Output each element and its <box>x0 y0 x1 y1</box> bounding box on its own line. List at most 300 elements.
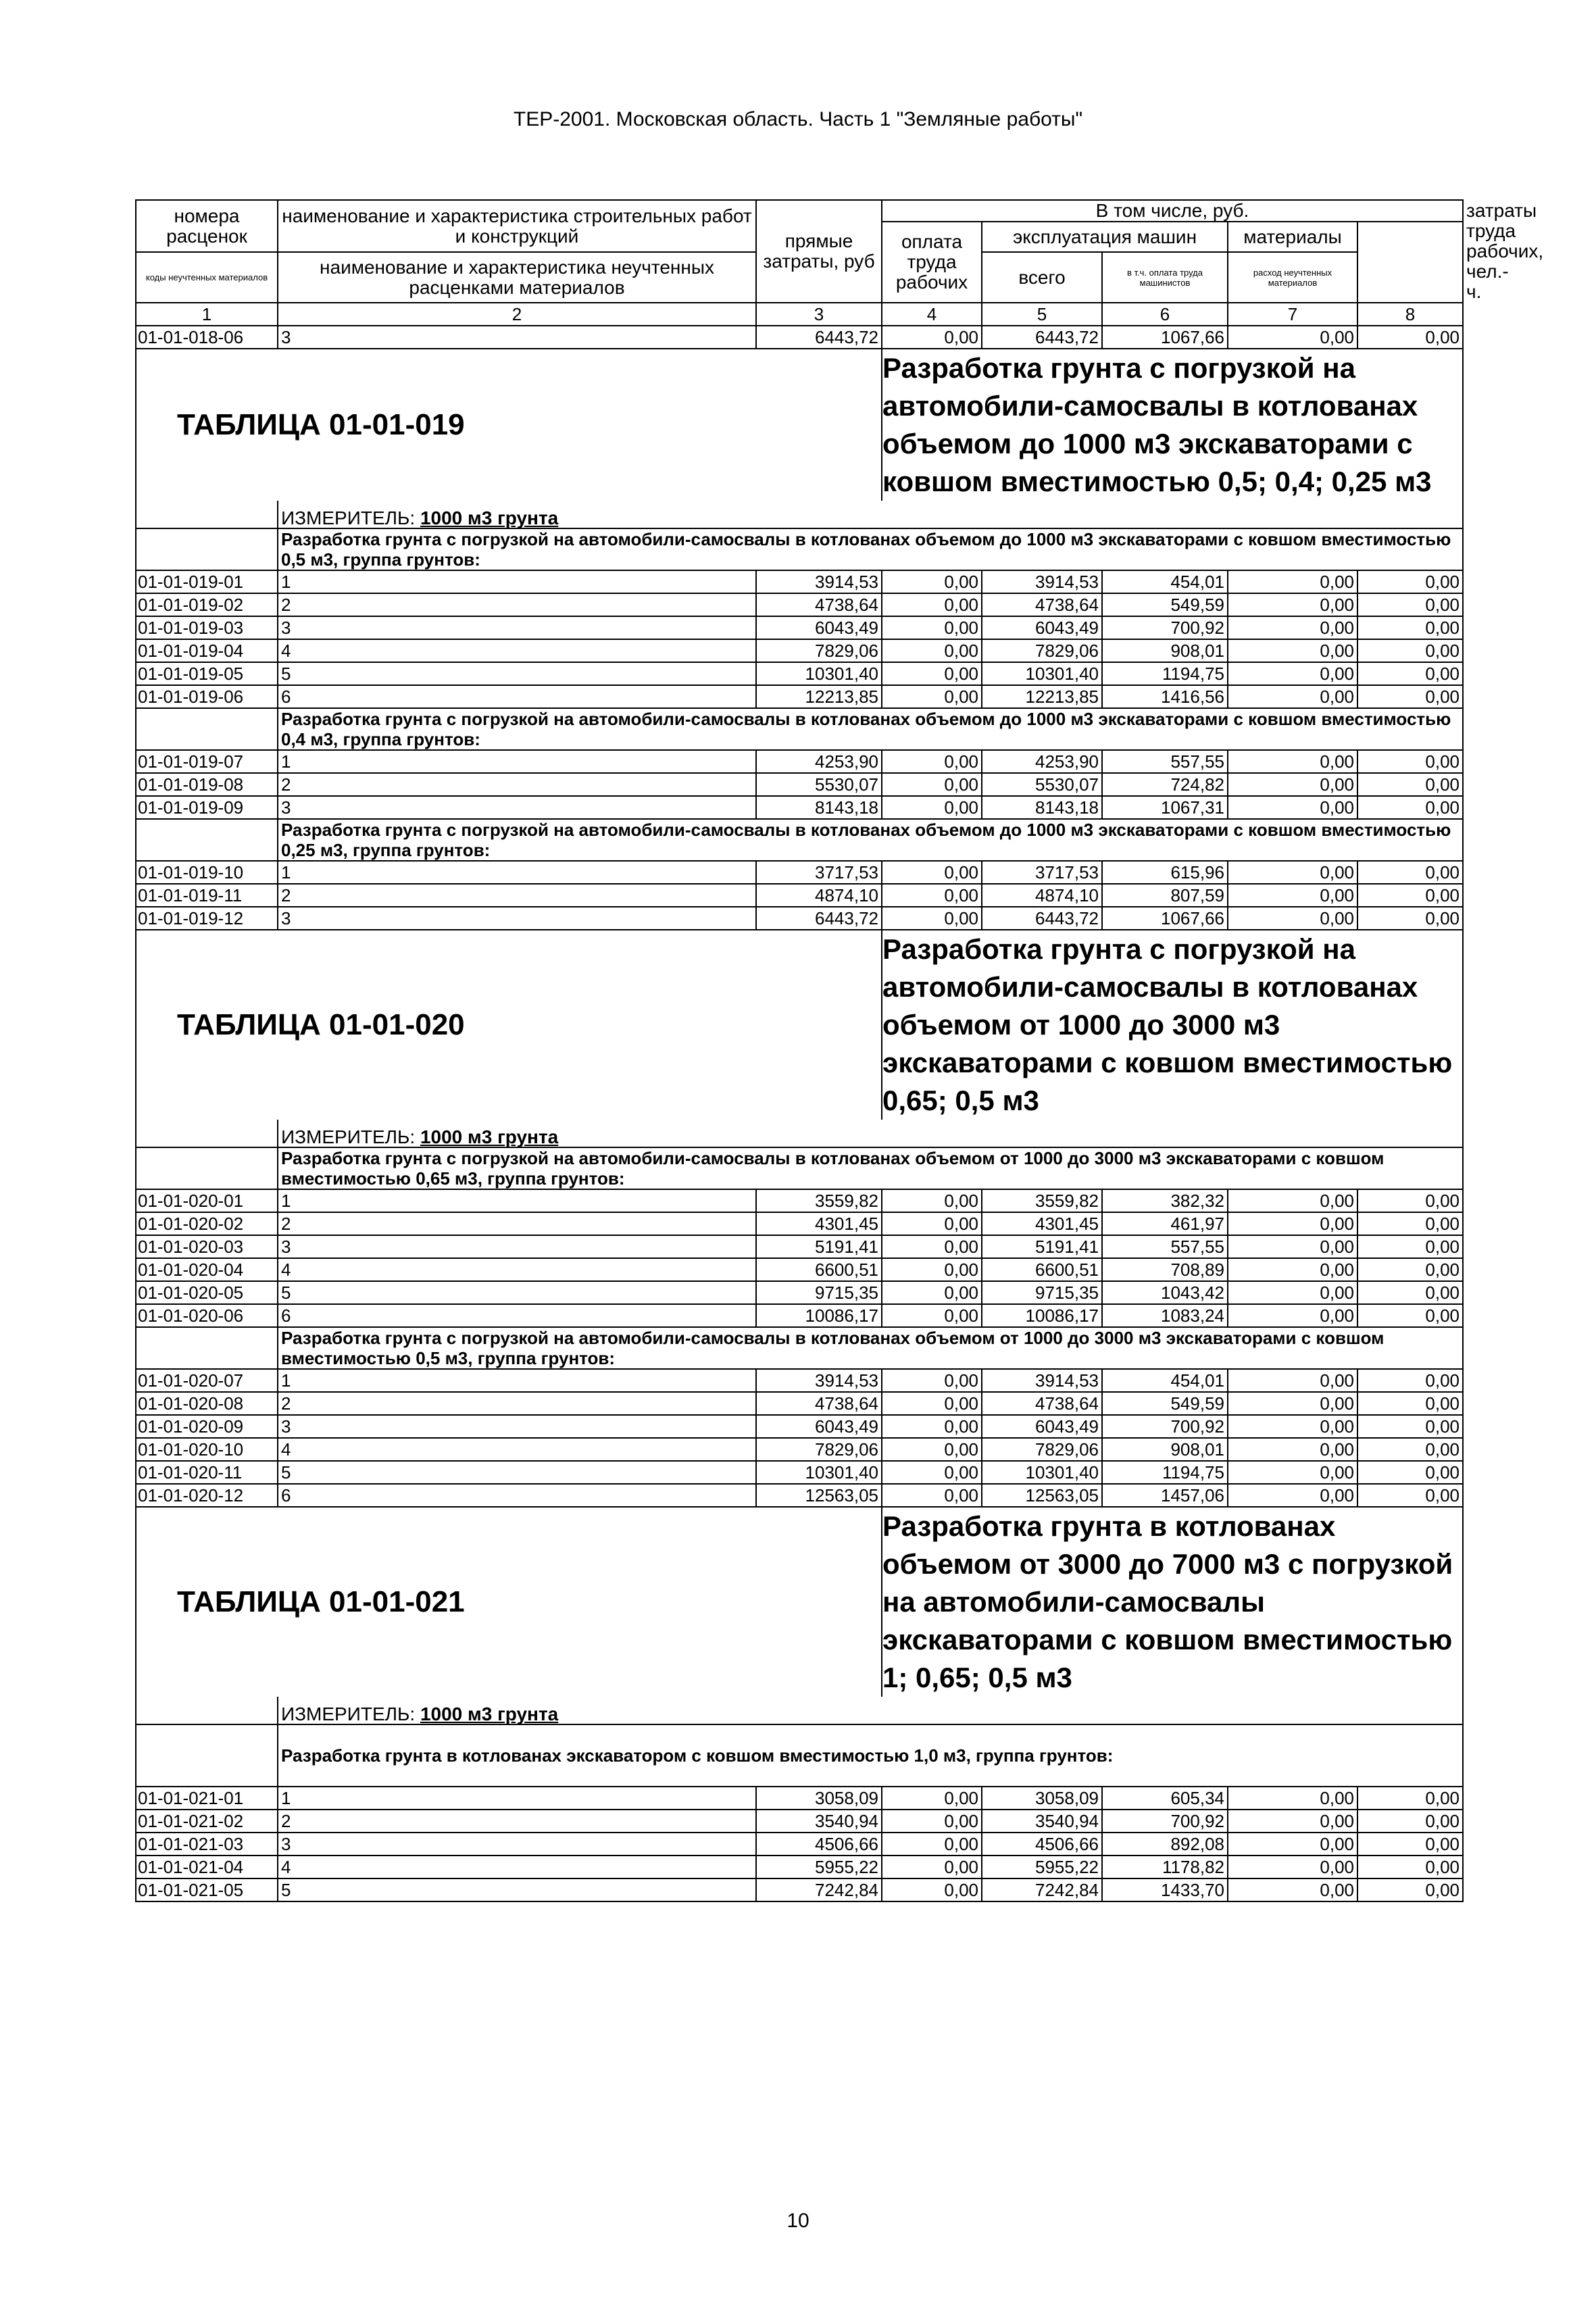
column-number: 7 <box>1228 303 1357 326</box>
row-direct: 3914,53 <box>756 1369 882 1392</box>
section-title-row <box>136 1147 1463 1189</box>
row-labor: 0,00 <box>1357 1189 1463 1212</box>
row-machines-operators: 605,34 <box>1102 1787 1228 1810</box>
row-laborpay: 0,00 <box>882 1415 982 1438</box>
row-direct: 6043,49 <box>756 1415 882 1438</box>
header-row-1: номера расценок наименование и характеристика строительных работ и конструкций прямые затраты, руб В том числе, руб. затраты труда рабочих, чел.-ч. <box>136 200 1463 222</box>
row-laborpay: 0,00 <box>882 1281 982 1304</box>
row-materials: 0,00 <box>1228 1212 1357 1235</box>
row-name: 4 <box>278 1856 756 1878</box>
row-labor: 0,00 <box>1357 1235 1463 1258</box>
table-row <box>136 884 1463 907</box>
row-direct: 3058,09 <box>756 1787 882 1810</box>
col-incl-header: В том числе, руб. <box>882 200 1463 222</box>
row-machines-operators: 1416,56 <box>1102 685 1228 708</box>
table-title: Разработка грунта в котлованах объемом от 3000 до 7000 м3 с погрузкой на автомобили-самосвалы экскаваторами с ковшом вместимостью 1; 0,65; 0,5 м3 <box>882 1507 1463 1697</box>
row-name: 2 <box>278 773 756 796</box>
row-direct: 3914,53 <box>756 570 882 593</box>
row-name: 1 <box>278 1189 756 1212</box>
table-row <box>136 796 1463 819</box>
row-labor: 0,00 <box>1357 1878 1463 1901</box>
row-laborpay: 0,00 <box>882 1878 982 1901</box>
row-code: 01-01-021-04 <box>136 1856 278 1878</box>
row-name: 3 <box>278 1833 756 1856</box>
row-code: 01-01-019-03 <box>136 616 278 639</box>
row-laborpay: 0,00 <box>882 1438 982 1461</box>
row-machines-total: 6443,72 <box>982 326 1102 349</box>
row-direct: 10301,40 <box>756 662 882 685</box>
col-materials-sub: расход неучтенных материалов <box>1228 252 1357 303</box>
measure-prefix: ИЗМЕРИТЕЛЬ: <box>281 1126 420 1147</box>
row-name: 6 <box>278 1304 756 1327</box>
row-code: 01-01-019-06 <box>136 685 278 708</box>
row-machines-operators: 382,32 <box>1102 1189 1228 1212</box>
row-materials: 0,00 <box>1228 907 1357 930</box>
row-code: 01-01-020-03 <box>136 1235 278 1258</box>
row-materials: 0,00 <box>1228 1369 1357 1392</box>
row-laborpay: 0,00 <box>882 861 982 884</box>
row-materials: 0,00 <box>1228 861 1357 884</box>
row-name: 4 <box>278 1438 756 1461</box>
row-materials: 0,00 <box>1228 1461 1357 1484</box>
row-machines-operators: 549,59 <box>1102 1392 1228 1415</box>
measure-spacer <box>136 1120 278 1147</box>
row-labor: 0,00 <box>1357 326 1463 349</box>
row-name: 5 <box>278 1878 756 1901</box>
row-code: 01-01-020-02 <box>136 1212 278 1235</box>
table-title: Разработка грунта с погрузкой на автомобили-самосвалы в котлованах объемом до 1000 м3 экскаваторами с ковшом вместимостью 0,5; 0,4; 0,25 м3 <box>882 349 1463 501</box>
table-row <box>136 326 1463 349</box>
table-title: Разработка грунта с погрузкой на автомобили-самосвалы в котлованах объемом от 1000 до 3000 м3 экскаваторами с ковшом вместимостью 0,65; 0,5 м3 <box>882 930 1463 1120</box>
row-name: 3 <box>278 616 756 639</box>
section-title: Разработка грунта с погрузкой на автомобили-самосвалы в котлованах объемом от 1000 до 3000 м3 экскаваторами с ковшом вместимостью 0,5 м3, группа грунтов: <box>278 1327 1463 1369</box>
row-machines-operators: 615,96 <box>1102 861 1228 884</box>
row-machines-total: 10086,17 <box>982 1304 1102 1327</box>
row-direct: 4253,90 <box>756 750 882 773</box>
row-laborpay: 0,00 <box>882 1810 982 1833</box>
row-machines-total: 6443,72 <box>982 907 1102 930</box>
row-materials: 0,00 <box>1228 773 1357 796</box>
row-machines-operators: 1067,66 <box>1102 326 1228 349</box>
row-materials: 0,00 <box>1228 750 1357 773</box>
row-materials: 0,00 <box>1228 1878 1357 1901</box>
row-code: 01-01-019-12 <box>136 907 278 930</box>
row-materials: 0,00 <box>1228 884 1357 907</box>
row-name: 1 <box>278 1787 756 1810</box>
row-code: 01-01-021-02 <box>136 1810 278 1833</box>
row-labor: 0,00 <box>1357 662 1463 685</box>
table-row <box>136 639 1463 662</box>
row-labor: 0,00 <box>1357 1258 1463 1281</box>
table-row <box>136 1281 1463 1304</box>
row-machines-total: 3717,53 <box>982 861 1102 884</box>
row-name: 3 <box>278 326 756 349</box>
row-laborpay: 0,00 <box>882 773 982 796</box>
row-code: 01-01-020-09 <box>136 1415 278 1438</box>
table-title-row <box>136 349 1463 501</box>
row-laborpay: 0,00 <box>882 1856 982 1878</box>
row-machines-operators: 454,01 <box>1102 1369 1228 1392</box>
row-laborpay: 0,00 <box>882 796 982 819</box>
row-machines-operators: 700,92 <box>1102 1415 1228 1438</box>
row-laborpay: 0,00 <box>882 907 982 930</box>
row-direct: 3559,82 <box>756 1189 882 1212</box>
row-direct: 4506,66 <box>756 1833 882 1856</box>
row-materials: 0,00 <box>1228 616 1357 639</box>
row-direct: 12563,05 <box>756 1484 882 1507</box>
table-label: ТАБЛИЦА 01-01-019 <box>136 349 882 501</box>
section-spacer <box>136 819 278 861</box>
section-spacer <box>136 528 278 570</box>
col-laborpay-header: оплата труда рабочих <box>882 222 982 303</box>
row-materials: 0,00 <box>1228 1484 1357 1507</box>
row-machines-total: 5191,41 <box>982 1235 1102 1258</box>
row-laborpay: 0,00 <box>882 1833 982 1856</box>
row-code: 01-01-021-01 <box>136 1787 278 1810</box>
row-code: 01-01-020-05 <box>136 1281 278 1304</box>
measure-prefix: ИЗМЕРИТЕЛЬ: <box>281 1703 420 1724</box>
table-row <box>136 1392 1463 1415</box>
row-code: 01-01-019-08 <box>136 773 278 796</box>
row-laborpay: 0,00 <box>882 616 982 639</box>
row-name: 3 <box>278 796 756 819</box>
row-machines-operators: 557,55 <box>1102 1235 1228 1258</box>
row-machines-total: 9715,35 <box>982 1281 1102 1304</box>
row-direct: 10301,40 <box>756 1461 882 1484</box>
row-direct: 10086,17 <box>756 1304 882 1327</box>
row-laborpay: 0,00 <box>882 1212 982 1235</box>
table-label: ТАБЛИЦА 01-01-021 <box>136 1507 882 1697</box>
row-code: 01-01-020-11 <box>136 1461 278 1484</box>
row-code: 01-01-019-02 <box>136 593 278 616</box>
measure-cell <box>278 1120 1463 1147</box>
row-direct: 8143,18 <box>756 796 882 819</box>
row-labor: 0,00 <box>1357 639 1463 662</box>
section-title: Разработка грунта в котлованах экскаватором с ковшом вместимостью 1,0 м3, группа грунтов: <box>278 1724 1463 1787</box>
section-title: Разработка грунта с погрузкой на автомобили-самосвалы в котлованах объемом от 1000 до 3000 м3 экскаваторами с ковшом вместимостью 0,65 м3, группа грунтов: <box>278 1147 1463 1189</box>
row-laborpay: 0,00 <box>882 750 982 773</box>
row-code: 01-01-019-09 <box>136 796 278 819</box>
row-labor: 0,00 <box>1357 1212 1463 1235</box>
section-title: Разработка грунта с погрузкой на автомобили-самосвалы в котлованах объемом до 1000 м3 экскаваторами с ковшом вместимостью 0,25 м3, группа грунтов: <box>278 819 1463 861</box>
row-machines-total: 4738,64 <box>982 1392 1102 1415</box>
row-machines-operators: 700,92 <box>1102 616 1228 639</box>
measure-value: 1000 м3 грунта <box>420 1126 559 1147</box>
table-row <box>136 750 1463 773</box>
row-direct: 4874,10 <box>756 884 882 907</box>
row-direct: 9715,35 <box>756 1281 882 1304</box>
column-number: 8 <box>1357 303 1463 326</box>
row-machines-total: 4738,64 <box>982 593 1102 616</box>
section-title-row <box>136 1724 1463 1787</box>
section-title-row <box>136 1327 1463 1369</box>
row-labor: 0,00 <box>1357 616 1463 639</box>
measure-row <box>136 501 1463 528</box>
row-name: 5 <box>278 1461 756 1484</box>
column-number: 6 <box>1102 303 1228 326</box>
row-machines-operators: 807,59 <box>1102 884 1228 907</box>
table-row <box>136 1438 1463 1461</box>
row-machines-total: 10301,40 <box>982 1461 1102 1484</box>
column-number: 3 <box>756 303 882 326</box>
measure-row <box>136 1120 1463 1147</box>
row-name: 3 <box>278 1235 756 1258</box>
row-labor: 0,00 <box>1357 1484 1463 1507</box>
table-row <box>136 1810 1463 1833</box>
section-spacer <box>136 708 278 750</box>
row-materials: 0,00 <box>1228 1787 1357 1810</box>
measure-prefix: ИЗМЕРИТЕЛЬ: <box>281 507 420 528</box>
row-code: 01-01-021-05 <box>136 1878 278 1901</box>
page-header: ТЕР-2001. Московская область. Часть 1 "Земляные работы" <box>513 108 1083 130</box>
section-spacer <box>136 1327 278 1369</box>
page-number: 10 <box>787 2210 809 2232</box>
table-row <box>136 685 1463 708</box>
row-machines-total: 4301,45 <box>982 1212 1102 1235</box>
row-labor: 0,00 <box>1357 1787 1463 1810</box>
row-name: 1 <box>278 861 756 884</box>
row-materials: 0,00 <box>1228 570 1357 593</box>
row-machines-total: 7242,84 <box>982 1878 1102 1901</box>
row-materials: 0,00 <box>1228 1392 1357 1415</box>
row-machines-total: 3540,94 <box>982 1810 1102 1833</box>
row-direct: 6043,49 <box>756 616 882 639</box>
table-row <box>136 1258 1463 1281</box>
row-machines-operators: 892,08 <box>1102 1833 1228 1856</box>
row-labor: 0,00 <box>1357 1856 1463 1878</box>
column-number: 5 <box>982 303 1102 326</box>
row-machines-operators: 1194,75 <box>1102 662 1228 685</box>
row-machines-operators: 1067,66 <box>1102 907 1228 930</box>
row-materials: 0,00 <box>1228 1258 1357 1281</box>
col-materials-header: материалы <box>1228 222 1357 252</box>
table-row <box>136 1235 1463 1258</box>
row-code: 01-01-020-07 <box>136 1369 278 1392</box>
table-title-row <box>136 1507 1463 1697</box>
row-labor: 0,00 <box>1357 570 1463 593</box>
price-table <box>135 199 1544 1902</box>
row-direct: 5191,41 <box>756 1235 882 1258</box>
row-name: 3 <box>278 1415 756 1438</box>
row-code: 01-01-019-05 <box>136 662 278 685</box>
row-materials: 0,00 <box>1228 1810 1357 1833</box>
row-machines-total: 10301,40 <box>982 662 1102 685</box>
row-machines-total: 7829,06 <box>982 1438 1102 1461</box>
row-name: 1 <box>278 570 756 593</box>
row-materials: 0,00 <box>1228 1189 1357 1212</box>
table-row <box>136 1189 1463 1212</box>
row-direct: 7242,84 <box>756 1878 882 1901</box>
row-name: 2 <box>278 1212 756 1235</box>
row-name: 5 <box>278 662 756 685</box>
row-labor: 0,00 <box>1357 884 1463 907</box>
measure-value: 1000 м3 грунта <box>420 507 559 528</box>
row-labor: 0,00 <box>1357 861 1463 884</box>
col-machines-operators: в т.ч. оплата труда машинистов <box>1102 252 1228 303</box>
table-row <box>136 1369 1463 1392</box>
row-materials: 0,00 <box>1228 1415 1357 1438</box>
row-materials: 0,00 <box>1228 326 1357 349</box>
row-machines-total: 7829,06 <box>982 639 1102 662</box>
price-table-body <box>136 200 1544 1901</box>
row-direct: 3717,53 <box>756 861 882 884</box>
row-name: 6 <box>278 685 756 708</box>
row-machines-operators: 908,01 <box>1102 1438 1228 1461</box>
table-row <box>136 616 1463 639</box>
table-title-row <box>136 930 1463 1120</box>
row-labor: 0,00 <box>1357 1833 1463 1856</box>
row-machines-operators: 724,82 <box>1102 773 1228 796</box>
row-machines-total: 3914,53 <box>982 570 1102 593</box>
row-direct: 4738,64 <box>756 1392 882 1415</box>
row-laborpay: 0,00 <box>882 1392 982 1415</box>
table-row <box>136 861 1463 884</box>
row-direct: 6600,51 <box>756 1258 882 1281</box>
row-machines-operators: 1433,70 <box>1102 1878 1228 1901</box>
row-labor: 0,00 <box>1357 1369 1463 1392</box>
section-title-row <box>136 708 1463 750</box>
col-direct-header: прямые затраты, руб <box>756 200 882 303</box>
table-row <box>136 1787 1463 1810</box>
row-materials: 0,00 <box>1228 662 1357 685</box>
section-spacer <box>136 1147 278 1189</box>
row-labor: 0,00 <box>1357 1392 1463 1415</box>
row-laborpay: 0,00 <box>882 1189 982 1212</box>
row-labor: 0,00 <box>1357 1810 1463 1833</box>
table-row <box>136 1461 1463 1484</box>
measure-cell <box>278 1697 1463 1724</box>
row-name: 4 <box>278 1258 756 1281</box>
row-materials: 0,00 <box>1228 639 1357 662</box>
measure-row <box>136 1697 1463 1724</box>
table-row <box>136 907 1463 930</box>
row-code: 01-01-018-06 <box>136 326 278 349</box>
measure-value: 1000 м3 грунта <box>420 1703 559 1724</box>
table-row <box>136 773 1463 796</box>
row-code: 01-01-019-10 <box>136 861 278 884</box>
row-machines-operators: 549,59 <box>1102 593 1228 616</box>
col-machines-total: всего <box>982 252 1102 303</box>
row-machines-operators: 557,55 <box>1102 750 1228 773</box>
col-code-header <box>136 200 278 252</box>
row-direct: 12213,85 <box>756 685 882 708</box>
section-title: Разработка грунта с погрузкой на автомобили-самосвалы в котлованах объемом до 1000 м3 экскаваторами с ковшом вместимостью 0,5 м3, группа грунтов: <box>278 528 1463 570</box>
row-machines-total: 4253,90 <box>982 750 1102 773</box>
row-code: 01-01-019-04 <box>136 639 278 662</box>
row-direct: 6443,72 <box>756 326 882 349</box>
table-row <box>136 1212 1463 1235</box>
row-labor: 0,00 <box>1357 907 1463 930</box>
row-labor: 0,00 <box>1357 750 1463 773</box>
measure-spacer <box>136 501 278 528</box>
row-direct: 5530,07 <box>756 773 882 796</box>
row-machines-total: 4506,66 <box>982 1833 1102 1856</box>
table-row <box>136 1415 1463 1438</box>
row-name: 2 <box>278 1392 756 1415</box>
row-code: 01-01-019-01 <box>136 570 278 593</box>
measure-spacer <box>136 1697 278 1724</box>
table-row <box>136 1878 1463 1901</box>
row-labor: 0,00 <box>1357 1415 1463 1438</box>
row-code: 01-01-021-03 <box>136 1833 278 1856</box>
column-number: 4 <box>882 303 982 326</box>
row-machines-total: 3058,09 <box>982 1787 1102 1810</box>
row-laborpay: 0,00 <box>882 884 982 907</box>
column-number: 1 <box>136 303 278 326</box>
row-machines-operators: 454,01 <box>1102 570 1228 593</box>
row-machines-total: 8143,18 <box>982 796 1102 819</box>
row-machines-total: 4874,10 <box>982 884 1102 907</box>
row-code: 01-01-020-01 <box>136 1189 278 1212</box>
row-name: 2 <box>278 884 756 907</box>
col-code-label: номера расценок <box>166 205 247 247</box>
table-row <box>136 662 1463 685</box>
row-direct: 7829,06 <box>756 1438 882 1461</box>
column-number: 2 <box>278 303 756 326</box>
table-row <box>136 1304 1463 1327</box>
row-materials: 0,00 <box>1228 1235 1357 1258</box>
row-code: 01-01-020-06 <box>136 1304 278 1327</box>
row-machines-operators: 708,89 <box>1102 1258 1228 1281</box>
row-machines-operators: 908,01 <box>1102 639 1228 662</box>
row-laborpay: 0,00 <box>882 1369 982 1392</box>
row-materials: 0,00 <box>1228 796 1357 819</box>
row-name: 6 <box>278 1484 756 1507</box>
row-machines-total: 5530,07 <box>982 773 1102 796</box>
row-direct: 6443,72 <box>756 907 882 930</box>
row-laborpay: 0,00 <box>882 1235 982 1258</box>
table-row <box>136 1856 1463 1878</box>
row-code: 01-01-020-10 <box>136 1438 278 1461</box>
row-machines-total: 6043,49 <box>982 1415 1102 1438</box>
row-laborpay: 0,00 <box>882 1258 982 1281</box>
row-laborpay: 0,00 <box>882 326 982 349</box>
table-row <box>136 570 1463 593</box>
row-labor: 0,00 <box>1357 1304 1463 1327</box>
section-title-row <box>136 528 1463 570</box>
row-materials: 0,00 <box>1228 1833 1357 1856</box>
row-machines-operators: 1457,06 <box>1102 1484 1228 1507</box>
row-machines-operators: 700,92 <box>1102 1810 1228 1833</box>
row-laborpay: 0,00 <box>882 1484 982 1507</box>
row-name: 1 <box>278 750 756 773</box>
row-laborpay: 0,00 <box>882 1304 982 1327</box>
row-machines-total: 3914,53 <box>982 1369 1102 1392</box>
row-code: 01-01-020-04 <box>136 1258 278 1281</box>
row-direct: 4738,64 <box>756 593 882 616</box>
table-row <box>136 593 1463 616</box>
row-machines-operators: 1083,24 <box>1102 1304 1228 1327</box>
row-materials: 0,00 <box>1228 685 1357 708</box>
row-machines-operators: 461,97 <box>1102 1212 1228 1235</box>
col-name-label: наименование и характеристика строительных работ и конструкций <box>282 205 752 247</box>
row-direct: 7829,06 <box>756 639 882 662</box>
col-name-sub: наименование и характеристика неучтенных расценками материалов <box>278 252 756 303</box>
row-labor: 0,00 <box>1357 773 1463 796</box>
row-labor: 0,00 <box>1357 796 1463 819</box>
row-name: 2 <box>278 1810 756 1833</box>
row-laborpay: 0,00 <box>882 662 982 685</box>
row-laborpay: 0,00 <box>882 570 982 593</box>
row-machines-operators: 1194,75 <box>1102 1461 1228 1484</box>
row-machines-total: 12213,85 <box>982 685 1102 708</box>
row-machines-total: 6043,49 <box>982 616 1102 639</box>
row-machines-total: 3559,82 <box>982 1189 1102 1212</box>
row-laborpay: 0,00 <box>882 685 982 708</box>
row-materials: 0,00 <box>1228 1438 1357 1461</box>
row-name: 2 <box>278 593 756 616</box>
row-name: 4 <box>278 639 756 662</box>
